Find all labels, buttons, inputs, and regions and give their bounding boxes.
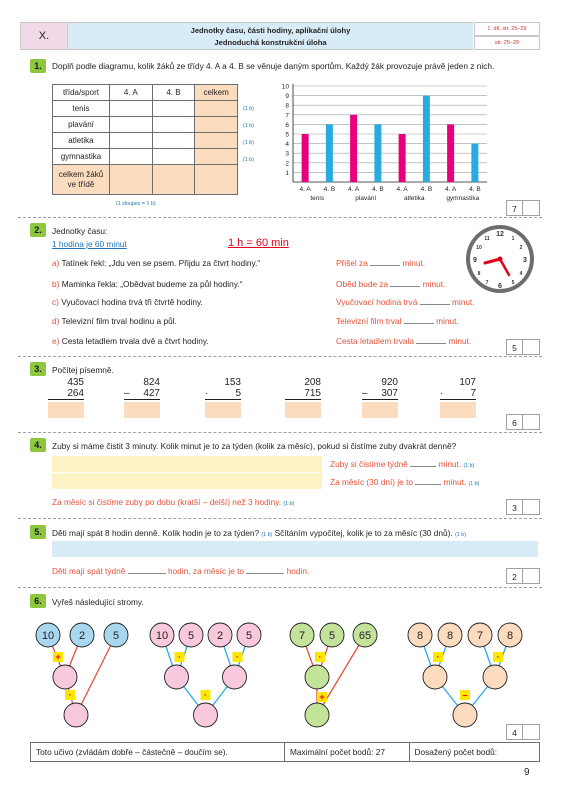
y-tick-label: 4 <box>285 141 289 149</box>
table-header: celkem <box>195 85 238 101</box>
x-tick-label: 4. A <box>299 186 311 193</box>
clock-icon <box>463 222 537 296</box>
answer-blank[interactable] <box>390 280 420 287</box>
bar <box>471 144 478 182</box>
table-cell[interactable] <box>109 133 152 149</box>
max-score: 7 <box>506 200 523 216</box>
answer-box[interactable] <box>124 402 160 418</box>
y-tick-label: 10 <box>281 83 289 91</box>
question-letter: d) <box>52 316 60 326</box>
table-cell[interactable] <box>109 165 152 195</box>
time-answer <box>336 258 425 268</box>
question-text: Cesta letadlem trvala dvě a čtvrt hodiny. <box>61 336 209 346</box>
arithmetic-problem <box>205 377 241 400</box>
arithmetic-problem <box>362 377 398 400</box>
x-tick-label: 4. B <box>323 186 336 193</box>
time-rule-formula: 1 h = 60 min <box>228 237 289 249</box>
score-input[interactable] <box>523 568 540 584</box>
svg-text:8: 8 <box>477 271 481 277</box>
title-line-2: Jednoduchá konstrukční úloha <box>214 38 327 47</box>
operand-top: 824 <box>143 377 160 388</box>
leaf-value: 10 <box>155 630 169 642</box>
textbook-ref-2: str. 25–29 <box>474 36 540 50</box>
answer-text: Zuby si čistíme týdně <box>330 459 408 469</box>
time-question <box>52 279 242 289</box>
leaf-value: 65 <box>358 630 372 642</box>
operator: · <box>440 388 444 399</box>
title-line-1: Jednotky času, části hodiny, aplikační úlohy <box>190 26 351 35</box>
operand-bottom-row <box>205 388 241 400</box>
points-label: (1 b) <box>243 140 254 146</box>
operand-bottom: 715 <box>304 388 321 399</box>
table-header: 4. A <box>109 85 152 101</box>
answer-text: Děti mají spát týdně <box>52 566 126 576</box>
operand-bottom: 427 <box>143 388 160 399</box>
operand-bottom-row <box>48 388 84 400</box>
answer-text: Oběd bude za <box>336 279 389 289</box>
bar <box>399 134 406 182</box>
section-divider <box>18 587 542 588</box>
time-answer <box>336 279 445 289</box>
operand-top: 107 <box>459 377 476 388</box>
operator-symbol: · <box>436 652 440 663</box>
operator-symbol: · <box>204 690 207 701</box>
operator-symbol: · <box>496 652 500 663</box>
section-divider <box>18 217 542 218</box>
time-answer <box>336 336 471 346</box>
score-box-2 <box>506 339 540 355</box>
group-label: plavání <box>355 195 377 202</box>
operand-bottom: 264 <box>67 388 84 399</box>
bar <box>447 124 454 182</box>
score-box-3 <box>506 414 540 430</box>
answer-blank[interactable] <box>416 337 446 344</box>
operator-symbol: – <box>462 690 468 701</box>
task-1-text: Doplň podle diagramu, kolik žáků ze třídy 4. A a 4. B se věnuje daným sportům. Každý žák provozuje právě jeden z nich. <box>52 61 495 71</box>
result-node[interactable] <box>305 665 329 689</box>
svg-text:10: 10 <box>476 245 482 251</box>
achieved-points[interactable]: Dosažený počet bodů: <box>414 747 498 757</box>
textbook-ref-1: 1. díl, str. 25–29 <box>474 22 540 36</box>
y-tick-label: 6 <box>285 121 289 129</box>
time-rule-text: 1 hodina je 60 minut <box>52 239 127 249</box>
x-tick-label: 4. B <box>469 186 481 193</box>
table-cell[interactable] <box>109 117 152 133</box>
answer-text: hodin, za měsíc je to <box>167 566 245 576</box>
svg-text:6: 6 <box>498 283 502 290</box>
svg-text:9: 9 <box>473 257 477 264</box>
question-letter: b) <box>52 279 60 289</box>
table-cell[interactable] <box>195 117 238 133</box>
table-row-label: plavání <box>53 117 110 133</box>
table-cell[interactable] <box>195 165 238 195</box>
work-area[interactable] <box>52 473 322 489</box>
answer-unit: minut. <box>402 258 426 268</box>
operand-bottom: 5 <box>235 388 241 399</box>
task-6-text: Vyřeš následující stromy. <box>52 597 144 607</box>
table-cell[interactable] <box>152 149 195 165</box>
answer-unit: minut. <box>451 297 475 307</box>
operator: – <box>124 388 130 399</box>
y-tick-label: 7 <box>285 112 289 120</box>
answer-text: Televizní film trval <box>336 316 402 326</box>
y-tick-label: 8 <box>285 102 289 110</box>
table-cell[interactable] <box>152 133 195 149</box>
answer-unit: hodin. <box>286 566 310 576</box>
x-tick-label: 4. A <box>396 186 408 193</box>
svg-text:3: 3 <box>523 257 527 264</box>
answer-blank[interactable] <box>246 567 284 574</box>
answer-line <box>52 566 309 576</box>
table-cell[interactable] <box>109 149 152 165</box>
self-assessment-bar <box>30 742 540 762</box>
svg-text:7: 7 <box>485 280 489 286</box>
answer-box[interactable] <box>362 402 398 418</box>
table-cell[interactable] <box>152 165 195 195</box>
answer-unit: minut. <box>438 459 462 469</box>
svg-text:12: 12 <box>496 231 504 238</box>
result-node[interactable] <box>453 703 477 727</box>
operand-bottom-row <box>124 388 160 400</box>
scoring-note: (1 sloupec = 1 b) <box>116 201 156 207</box>
operand-bottom: 7 <box>470 388 476 399</box>
task-5-text <box>52 528 542 538</box>
operand-top: 920 <box>381 377 398 388</box>
score-input[interactable] <box>523 200 540 216</box>
x-tick-label: 4. A <box>348 186 360 193</box>
x-tick-label: 4. B <box>372 186 384 193</box>
arithmetic-problem <box>48 377 84 400</box>
operator-symbol: · <box>236 652 239 663</box>
answer-unit: minut. <box>436 316 459 326</box>
unit-label: X. <box>20 22 68 50</box>
operand-bottom-row <box>362 388 398 400</box>
max-points: Maximální počet bodů: 27 <box>285 743 410 761</box>
answer-line-3 <box>52 497 294 507</box>
group-label: gymnastika <box>446 195 480 202</box>
table-row-label: atletika <box>53 133 110 149</box>
leaf-value: 5 <box>187 630 195 642</box>
calculation-trees <box>20 615 550 740</box>
task-5-part-2: Sčítáním vypočítej, kolik je to za měsíc (30 dnů). <box>274 528 453 538</box>
points-label: (1 b) <box>463 463 475 469</box>
table-total-label <box>53 165 110 195</box>
max-score: 4 <box>506 724 523 740</box>
answer-box[interactable] <box>205 402 241 418</box>
page-title <box>68 22 473 50</box>
task-number-5: 5. <box>30 525 46 539</box>
svg-text:11: 11 <box>484 236 490 242</box>
operator-symbol: + <box>55 652 61 663</box>
score-box-5 <box>506 568 540 584</box>
task-5-part-1: Děti mají spát 8 hodin denně. Kolik hodin je to za týden? <box>52 528 260 538</box>
leaf-value: 2 <box>216 630 224 642</box>
score-input[interactable] <box>523 414 540 430</box>
score-input[interactable] <box>523 339 540 355</box>
table-cell[interactable] <box>195 101 238 117</box>
score-input[interactable] <box>523 724 540 740</box>
time-question <box>52 297 203 307</box>
task-number-2: 2. <box>30 223 46 237</box>
points-label: (1 b) <box>243 157 254 163</box>
table-cell[interactable] <box>152 117 195 133</box>
operator: – <box>362 388 368 399</box>
answer-unit: minut. <box>422 279 446 289</box>
bar <box>326 124 333 182</box>
y-tick-label: 2 <box>285 160 289 168</box>
y-tick-label: 9 <box>285 93 289 101</box>
table-cell[interactable] <box>195 149 238 165</box>
points-label: (1 b) <box>283 501 295 507</box>
table-cell[interactable] <box>109 101 152 117</box>
answer-blank[interactable] <box>128 567 166 574</box>
task-number-1: 1. <box>30 59 46 73</box>
answer-unit: minut. <box>443 477 467 487</box>
result-node[interactable] <box>53 665 77 689</box>
result-node[interactable] <box>194 703 218 727</box>
answer-box[interactable] <box>440 402 476 418</box>
table-row-label: gymnastika <box>53 149 110 165</box>
question-letter: e) <box>52 336 60 346</box>
points-label: (1 b) <box>454 532 466 538</box>
answer-blank[interactable] <box>410 460 436 467</box>
answer-blank[interactable] <box>404 317 434 324</box>
result-node[interactable] <box>305 703 329 727</box>
max-score: 2 <box>506 568 523 584</box>
bar <box>374 124 381 182</box>
score-box-6 <box>506 724 540 740</box>
leaf-value: 8 <box>416 630 424 642</box>
answer-text: Cesta letadlem trvala <box>336 336 414 346</box>
score-box-1 <box>506 200 540 216</box>
self-assessment[interactable]: Toto učivo (zvládám dobře – částečně – doučím se). <box>31 743 285 761</box>
leaf-value: 8 <box>506 630 514 642</box>
sports-table <box>52 84 238 195</box>
task-4-text: Zuby si máme čistit 3 minuty. Kolik minut je to za týden (kolik za měsíc), pokud si čistíme zuby dvakrát denně? <box>52 441 457 451</box>
task-2-title: Jednotky času: <box>52 226 108 236</box>
table-cell[interactable] <box>152 101 195 117</box>
operator-symbol: + <box>319 692 325 703</box>
score-box-4 <box>506 499 540 515</box>
time-question <box>52 316 177 326</box>
operand-bottom-row <box>440 388 476 400</box>
leaf-value: 2 <box>78 630 86 642</box>
result-node[interactable] <box>223 665 247 689</box>
arithmetic-problem <box>285 377 321 400</box>
total-label-line2: ve třídě <box>67 179 95 189</box>
total-label-line1: celkem žáků <box>58 169 104 179</box>
answer-line-1 <box>330 459 474 469</box>
answer-line-2 <box>330 477 479 487</box>
answer-box[interactable] <box>48 402 84 418</box>
table-header: 4. B <box>152 85 195 101</box>
answer-text: Za měsíc (30 dní) je to <box>330 477 414 487</box>
group-label: tenis <box>310 195 325 202</box>
time-answer <box>336 297 475 307</box>
score-input[interactable] <box>523 499 540 515</box>
leaf-value: 10 <box>41 630 55 642</box>
page-number: 9 <box>524 767 530 778</box>
question-text: Maminka řekla: „Obědvat budeme za půl hodiny.“ <box>61 279 243 289</box>
operand-bottom: 307 <box>381 388 398 399</box>
points-label: (1 b) <box>243 123 254 129</box>
answer-blank[interactable] <box>420 298 450 305</box>
operand-top: 208 <box>304 377 321 388</box>
work-area[interactable] <box>52 456 322 472</box>
x-tick-label: 4. A <box>445 186 457 193</box>
y-tick-label: 1 <box>285 169 289 177</box>
max-score: 6 <box>506 414 523 430</box>
leaf-value: 5 <box>112 630 120 642</box>
result-node[interactable] <box>423 665 447 689</box>
work-area[interactable] <box>52 541 538 557</box>
svg-text:4: 4 <box>519 271 523 277</box>
leaf-value: 5 <box>328 630 336 642</box>
arithmetic-problem <box>440 377 476 400</box>
operator-symbol: · <box>68 690 72 701</box>
table-header: třída/sport <box>53 85 110 101</box>
question-text: Tatínek řekl: „Jdu ven se psem. Přijdu za čtvrt hodiny.“ <box>61 258 261 268</box>
task-number-3: 3. <box>30 362 46 376</box>
svg-text:2: 2 <box>519 245 523 251</box>
leaf-value: 7 <box>298 630 306 642</box>
section-divider <box>18 356 542 357</box>
points-label: (1 b) <box>468 481 480 487</box>
points-label: (1 b) <box>243 106 254 112</box>
section-divider <box>18 518 542 519</box>
points-label: (1 b) <box>261 532 273 538</box>
operator-symbol: · <box>318 652 322 663</box>
section-divider <box>18 432 542 433</box>
max-score: 3 <box>506 499 523 515</box>
arithmetic-problem <box>124 377 160 400</box>
answer-box[interactable] <box>285 402 321 418</box>
leaf-value: 8 <box>446 630 454 642</box>
max-score: 5 <box>506 339 523 355</box>
bar <box>423 96 430 182</box>
result-node[interactable] <box>165 665 189 689</box>
bar <box>302 134 309 182</box>
y-tick-label: 3 <box>285 150 289 158</box>
table-cell[interactable] <box>195 133 238 149</box>
operand-bottom-row <box>285 388 321 400</box>
time-answer <box>336 316 459 326</box>
operand-top: 435 <box>67 377 84 388</box>
svg-text:5: 5 <box>511 280 515 286</box>
y-tick-label: 5 <box>285 131 289 139</box>
question-letter: a) <box>52 258 60 268</box>
question-letter: c) <box>52 297 59 307</box>
sports-bar-chart <box>265 78 495 210</box>
answer-blank[interactable] <box>415 478 441 485</box>
bar <box>350 115 357 182</box>
operator-symbol: · <box>178 652 181 663</box>
x-tick-label: 4. B <box>420 186 433 193</box>
leaf-value: 5 <box>245 630 253 642</box>
operand-top: 153 <box>224 377 241 388</box>
question-text: Televizní film trval hodinu a půl. <box>61 316 177 326</box>
result-node[interactable] <box>64 703 88 727</box>
table-row-label: tenis <box>53 101 110 117</box>
task-3-text: Počítej písemně. <box>52 365 114 375</box>
answer-text: Vyučovací hodina trvá <box>336 297 418 307</box>
answer-unit: minut. <box>448 336 472 346</box>
task-number-4: 4. <box>30 438 46 452</box>
result-node[interactable] <box>483 665 507 689</box>
task-number-6: 6. <box>30 594 46 608</box>
operator: · <box>205 388 209 399</box>
question-text: Vyučovací hodina trvá tři čtvrtě hodiny. <box>61 297 203 307</box>
answer-text: Za měsíc si čistíme zuby po dobu (kratší – delší) než 3 hodiny. <box>52 497 282 507</box>
answer-blank[interactable] <box>370 259 400 266</box>
time-question <box>52 336 209 346</box>
group-label: atletika <box>403 195 425 202</box>
answer-text: Přišel za <box>336 258 368 268</box>
time-question <box>52 258 260 268</box>
svg-text:1: 1 <box>511 236 515 242</box>
leaf-value: 7 <box>476 630 484 642</box>
